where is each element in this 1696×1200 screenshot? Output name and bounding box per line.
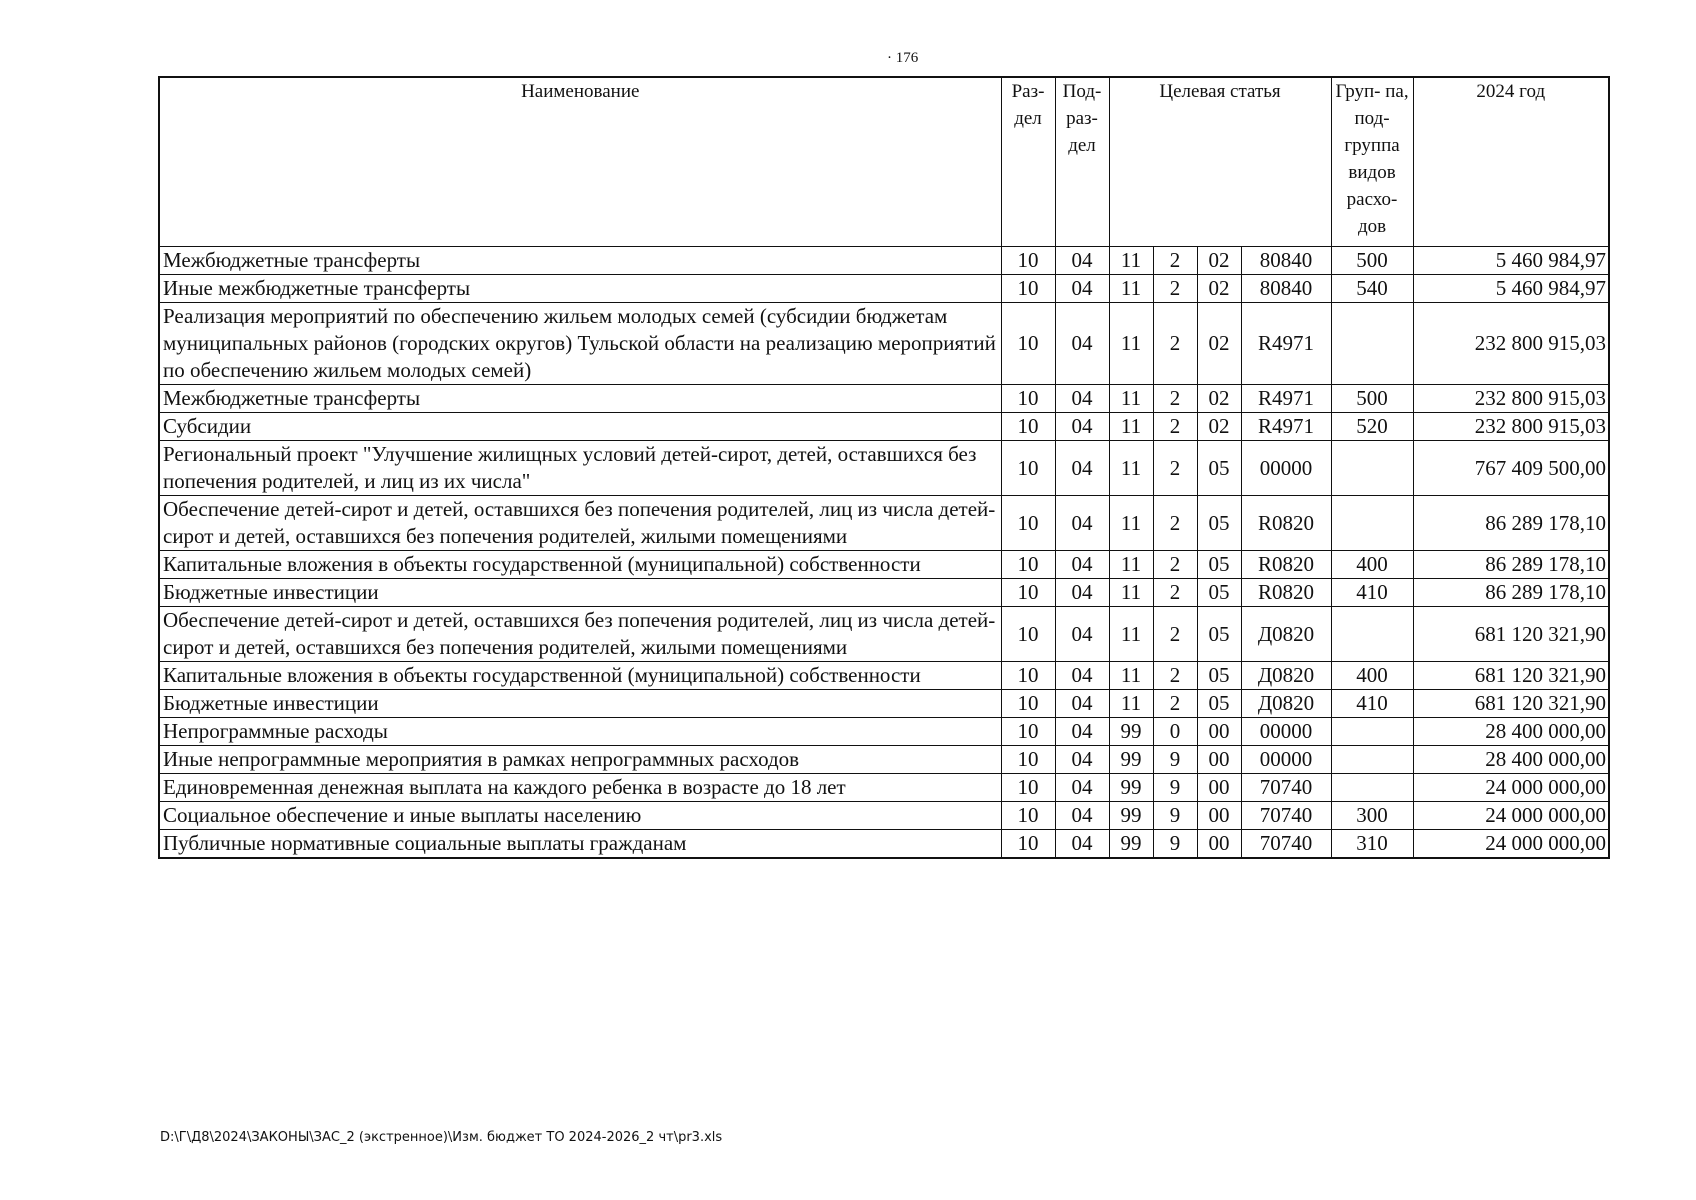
cell-podrazdel: 04 <box>1055 441 1109 496</box>
cell-event: 02 <box>1197 413 1241 441</box>
cell-podrazdel: 04 <box>1055 496 1109 551</box>
budget-table-container <box>158 76 1608 859</box>
table-row <box>159 746 1609 774</box>
cell-direction: 70740 <box>1241 774 1331 802</box>
cell-amount: 232 800 915,03 <box>1413 385 1609 413</box>
cell-name: Иные непрограммные мероприятия в рамках непрограммных расходов <box>159 746 1001 774</box>
cell-razdel: 10 <box>1001 830 1055 859</box>
cell-direction: 80840 <box>1241 275 1331 303</box>
cell-razdel: 10 <box>1001 551 1055 579</box>
cell-amount: 767 409 500,00 <box>1413 441 1609 496</box>
cell-podrazdel: 04 <box>1055 303 1109 385</box>
cell-podrazdel: 04 <box>1055 551 1109 579</box>
cell-program: 11 <box>1109 275 1153 303</box>
cell-subprogram: 2 <box>1153 690 1197 718</box>
header-celevaya-statya: Целевая статья <box>1109 77 1331 247</box>
cell-name: Единовременная денежная выплата на каждого ребенка в возрасте до 18 лет <box>159 774 1001 802</box>
cell-event: 00 <box>1197 718 1241 746</box>
budget-table <box>158 76 1610 859</box>
cell-name: Обеспечение детей-сирот и детей, оставшихся без попечения родителей, лиц из числа детей-сирот и детей, оставшихся без попечения родителей, жилыми помещениями <box>159 607 1001 662</box>
table-row <box>159 662 1609 690</box>
header-name: Наименование <box>159 77 1001 247</box>
cell-razdel: 10 <box>1001 579 1055 607</box>
cell-amount: 24 000 000,00 <box>1413 774 1609 802</box>
cell-podrazdel: 04 <box>1055 690 1109 718</box>
cell-direction: Д0820 <box>1241 662 1331 690</box>
cell-subprogram: 2 <box>1153 579 1197 607</box>
cell-expense-group: 400 <box>1331 551 1413 579</box>
cell-expense-group: 410 <box>1331 579 1413 607</box>
cell-name: Капитальные вложения в объекты государственной (муниципальной) собственности <box>159 551 1001 579</box>
cell-program: 11 <box>1109 662 1153 690</box>
cell-podrazdel: 04 <box>1055 718 1109 746</box>
table-row <box>159 690 1609 718</box>
cell-direction: 00000 <box>1241 718 1331 746</box>
table-row <box>159 774 1609 802</box>
cell-subprogram: 2 <box>1153 275 1197 303</box>
cell-program: 99 <box>1109 774 1153 802</box>
cell-podrazdel: 04 <box>1055 830 1109 859</box>
cell-event: 05 <box>1197 496 1241 551</box>
cell-amount: 24 000 000,00 <box>1413 830 1609 859</box>
cell-direction: Д0820 <box>1241 690 1331 718</box>
cell-name: Межбюджетные трансферты <box>159 247 1001 275</box>
table-row <box>159 441 1609 496</box>
cell-subprogram: 9 <box>1153 774 1197 802</box>
cell-event: 05 <box>1197 690 1241 718</box>
cell-name: Иные межбюджетные трансферты <box>159 275 1001 303</box>
cell-name: Публичные нормативные социальные выплаты гражданам <box>159 830 1001 859</box>
cell-name: Субсидии <box>159 413 1001 441</box>
cell-podrazdel: 04 <box>1055 662 1109 690</box>
cell-event: 05 <box>1197 551 1241 579</box>
cell-amount: 5 460 984,97 <box>1413 275 1609 303</box>
cell-razdel: 10 <box>1001 774 1055 802</box>
cell-razdel: 10 <box>1001 496 1055 551</box>
cell-program: 99 <box>1109 830 1153 859</box>
cell-expense-group: 540 <box>1331 275 1413 303</box>
cell-program: 99 <box>1109 746 1153 774</box>
cell-event: 02 <box>1197 385 1241 413</box>
cell-razdel: 10 <box>1001 247 1055 275</box>
cell-expense-group <box>1331 303 1413 385</box>
table-row <box>159 413 1609 441</box>
cell-direction: 70740 <box>1241 802 1331 830</box>
cell-subprogram: 9 <box>1153 802 1197 830</box>
cell-razdel: 10 <box>1001 746 1055 774</box>
cell-expense-group: 300 <box>1331 802 1413 830</box>
page-number: · 176 <box>887 50 919 66</box>
cell-podrazdel: 04 <box>1055 607 1109 662</box>
cell-program: 11 <box>1109 579 1153 607</box>
cell-subprogram: 2 <box>1153 385 1197 413</box>
cell-name: Региональный проект "Улучшение жилищных условий детей-сирот, детей, оставшихся без попечения родителей, и лиц из их числа" <box>159 441 1001 496</box>
header-year: 2024 год <box>1413 77 1609 247</box>
cell-podrazdel: 04 <box>1055 579 1109 607</box>
cell-subprogram: 2 <box>1153 662 1197 690</box>
cell-razdel: 10 <box>1001 303 1055 385</box>
cell-direction: Д0820 <box>1241 607 1331 662</box>
cell-program: 11 <box>1109 303 1153 385</box>
cell-direction: 80840 <box>1241 247 1331 275</box>
cell-name: Межбюджетные трансферты <box>159 385 1001 413</box>
cell-razdel: 10 <box>1001 385 1055 413</box>
cell-razdel: 10 <box>1001 802 1055 830</box>
cell-subprogram: 2 <box>1153 413 1197 441</box>
cell-subprogram: 2 <box>1153 607 1197 662</box>
cell-expense-group <box>1331 607 1413 662</box>
cell-direction: R4971 <box>1241 385 1331 413</box>
cell-podrazdel: 04 <box>1055 247 1109 275</box>
cell-razdel: 10 <box>1001 413 1055 441</box>
table-row <box>159 385 1609 413</box>
cell-event: 00 <box>1197 746 1241 774</box>
cell-event: 00 <box>1197 774 1241 802</box>
cell-name: Реализация мероприятий по обеспечению жильем молодых семей (субсидии бюджетам муниципальных районов (городских округов) Тульской области на реализацию мероприятий по обеспечению жильем молодых семей) <box>159 303 1001 385</box>
cell-expense-group <box>1331 746 1413 774</box>
cell-name: Бюджетные инвестиции <box>159 579 1001 607</box>
cell-event: 00 <box>1197 830 1241 859</box>
cell-subprogram: 2 <box>1153 247 1197 275</box>
cell-amount: 232 800 915,03 <box>1413 303 1609 385</box>
cell-direction: R0820 <box>1241 496 1331 551</box>
table-row <box>159 607 1609 662</box>
cell-direction: R4971 <box>1241 303 1331 385</box>
cell-name: Социальное обеспечение и иные выплаты населению <box>159 802 1001 830</box>
cell-event: 02 <box>1197 247 1241 275</box>
cell-amount: 86 289 178,10 <box>1413 579 1609 607</box>
cell-program: 11 <box>1109 690 1153 718</box>
cell-subprogram: 9 <box>1153 746 1197 774</box>
cell-program: 99 <box>1109 802 1153 830</box>
cell-event: 02 <box>1197 303 1241 385</box>
cell-direction: R0820 <box>1241 579 1331 607</box>
cell-direction: 00000 <box>1241 746 1331 774</box>
cell-expense-group <box>1331 441 1413 496</box>
cell-event: 05 <box>1197 579 1241 607</box>
cell-name: Обеспечение детей-сирот и детей, оставшихся без попечения родителей, лиц из числа детей-сирот и детей, оставшихся без попечения родителей, жилыми помещениями <box>159 496 1001 551</box>
cell-program: 11 <box>1109 551 1153 579</box>
cell-razdel: 10 <box>1001 690 1055 718</box>
cell-podrazdel: 04 <box>1055 746 1109 774</box>
cell-name: Бюджетные инвестиции <box>159 690 1001 718</box>
cell-program: 11 <box>1109 413 1153 441</box>
cell-expense-group: 500 <box>1331 385 1413 413</box>
table-row <box>159 579 1609 607</box>
header-razdel: Раз- дел <box>1001 77 1055 247</box>
cell-program: 11 <box>1109 607 1153 662</box>
cell-podrazdel: 04 <box>1055 413 1109 441</box>
cell-amount: 28 400 000,00 <box>1413 718 1609 746</box>
cell-expense-group <box>1331 496 1413 551</box>
cell-program: 11 <box>1109 441 1153 496</box>
cell-event: 00 <box>1197 802 1241 830</box>
cell-direction: R0820 <box>1241 551 1331 579</box>
table-row <box>159 247 1609 275</box>
cell-event: 05 <box>1197 441 1241 496</box>
header-gruppa-vidov-rashodov: Груп- па, под- группа видов расхо- дов <box>1331 77 1413 247</box>
cell-program: 99 <box>1109 718 1153 746</box>
cell-program: 11 <box>1109 496 1153 551</box>
table-header-row <box>159 77 1609 247</box>
cell-amount: 681 120 321,90 <box>1413 690 1609 718</box>
cell-expense-group <box>1331 718 1413 746</box>
cell-subprogram: 2 <box>1153 551 1197 579</box>
cell-amount: 681 120 321,90 <box>1413 607 1609 662</box>
cell-podrazdel: 04 <box>1055 385 1109 413</box>
cell-razdel: 10 <box>1001 441 1055 496</box>
cell-razdel: 10 <box>1001 607 1055 662</box>
cell-program: 11 <box>1109 247 1153 275</box>
cell-expense-group: 400 <box>1331 662 1413 690</box>
cell-amount: 24 000 000,00 <box>1413 802 1609 830</box>
cell-subprogram: 2 <box>1153 441 1197 496</box>
cell-event: 05 <box>1197 662 1241 690</box>
cell-razdel: 10 <box>1001 275 1055 303</box>
cell-amount: 681 120 321,90 <box>1413 662 1609 690</box>
cell-direction: 00000 <box>1241 441 1331 496</box>
cell-amount: 28 400 000,00 <box>1413 746 1609 774</box>
cell-amount: 232 800 915,03 <box>1413 413 1609 441</box>
cell-event: 05 <box>1197 607 1241 662</box>
table-row <box>159 830 1609 859</box>
cell-subprogram: 9 <box>1153 830 1197 859</box>
cell-event: 02 <box>1197 275 1241 303</box>
table-row <box>159 802 1609 830</box>
cell-subprogram: 0 <box>1153 718 1197 746</box>
header-podrazdel: Под- раз- дел <box>1055 77 1109 247</box>
cell-amount: 86 289 178,10 <box>1413 496 1609 551</box>
table-row <box>159 718 1609 746</box>
cell-subprogram: 2 <box>1153 303 1197 385</box>
table-row <box>159 551 1609 579</box>
cell-subprogram: 2 <box>1153 496 1197 551</box>
cell-razdel: 10 <box>1001 718 1055 746</box>
table-row <box>159 496 1609 551</box>
cell-expense-group: 310 <box>1331 830 1413 859</box>
cell-name: Непрограммные расходы <box>159 718 1001 746</box>
cell-razdel: 10 <box>1001 662 1055 690</box>
cell-expense-group: 410 <box>1331 690 1413 718</box>
cell-amount: 5 460 984,97 <box>1413 247 1609 275</box>
cell-podrazdel: 04 <box>1055 275 1109 303</box>
table-row <box>159 275 1609 303</box>
cell-expense-group <box>1331 774 1413 802</box>
cell-podrazdel: 04 <box>1055 802 1109 830</box>
cell-expense-group: 520 <box>1331 413 1413 441</box>
cell-direction: 70740 <box>1241 830 1331 859</box>
cell-podrazdel: 04 <box>1055 774 1109 802</box>
cell-program: 11 <box>1109 385 1153 413</box>
cell-direction: R4971 <box>1241 413 1331 441</box>
table-row <box>159 303 1609 385</box>
cell-name: Капитальные вложения в объекты государственной (муниципальной) собственности <box>159 662 1001 690</box>
cell-expense-group: 500 <box>1331 247 1413 275</box>
cell-amount: 86 289 178,10 <box>1413 551 1609 579</box>
file-path-footer: D:\Г\Д8\2024\ЗАКОНЫ\ЗАС_2 (экстренное)\Изм. бюджет ТО 2024-2026_2 чт\pr3.xls <box>160 1130 723 1145</box>
